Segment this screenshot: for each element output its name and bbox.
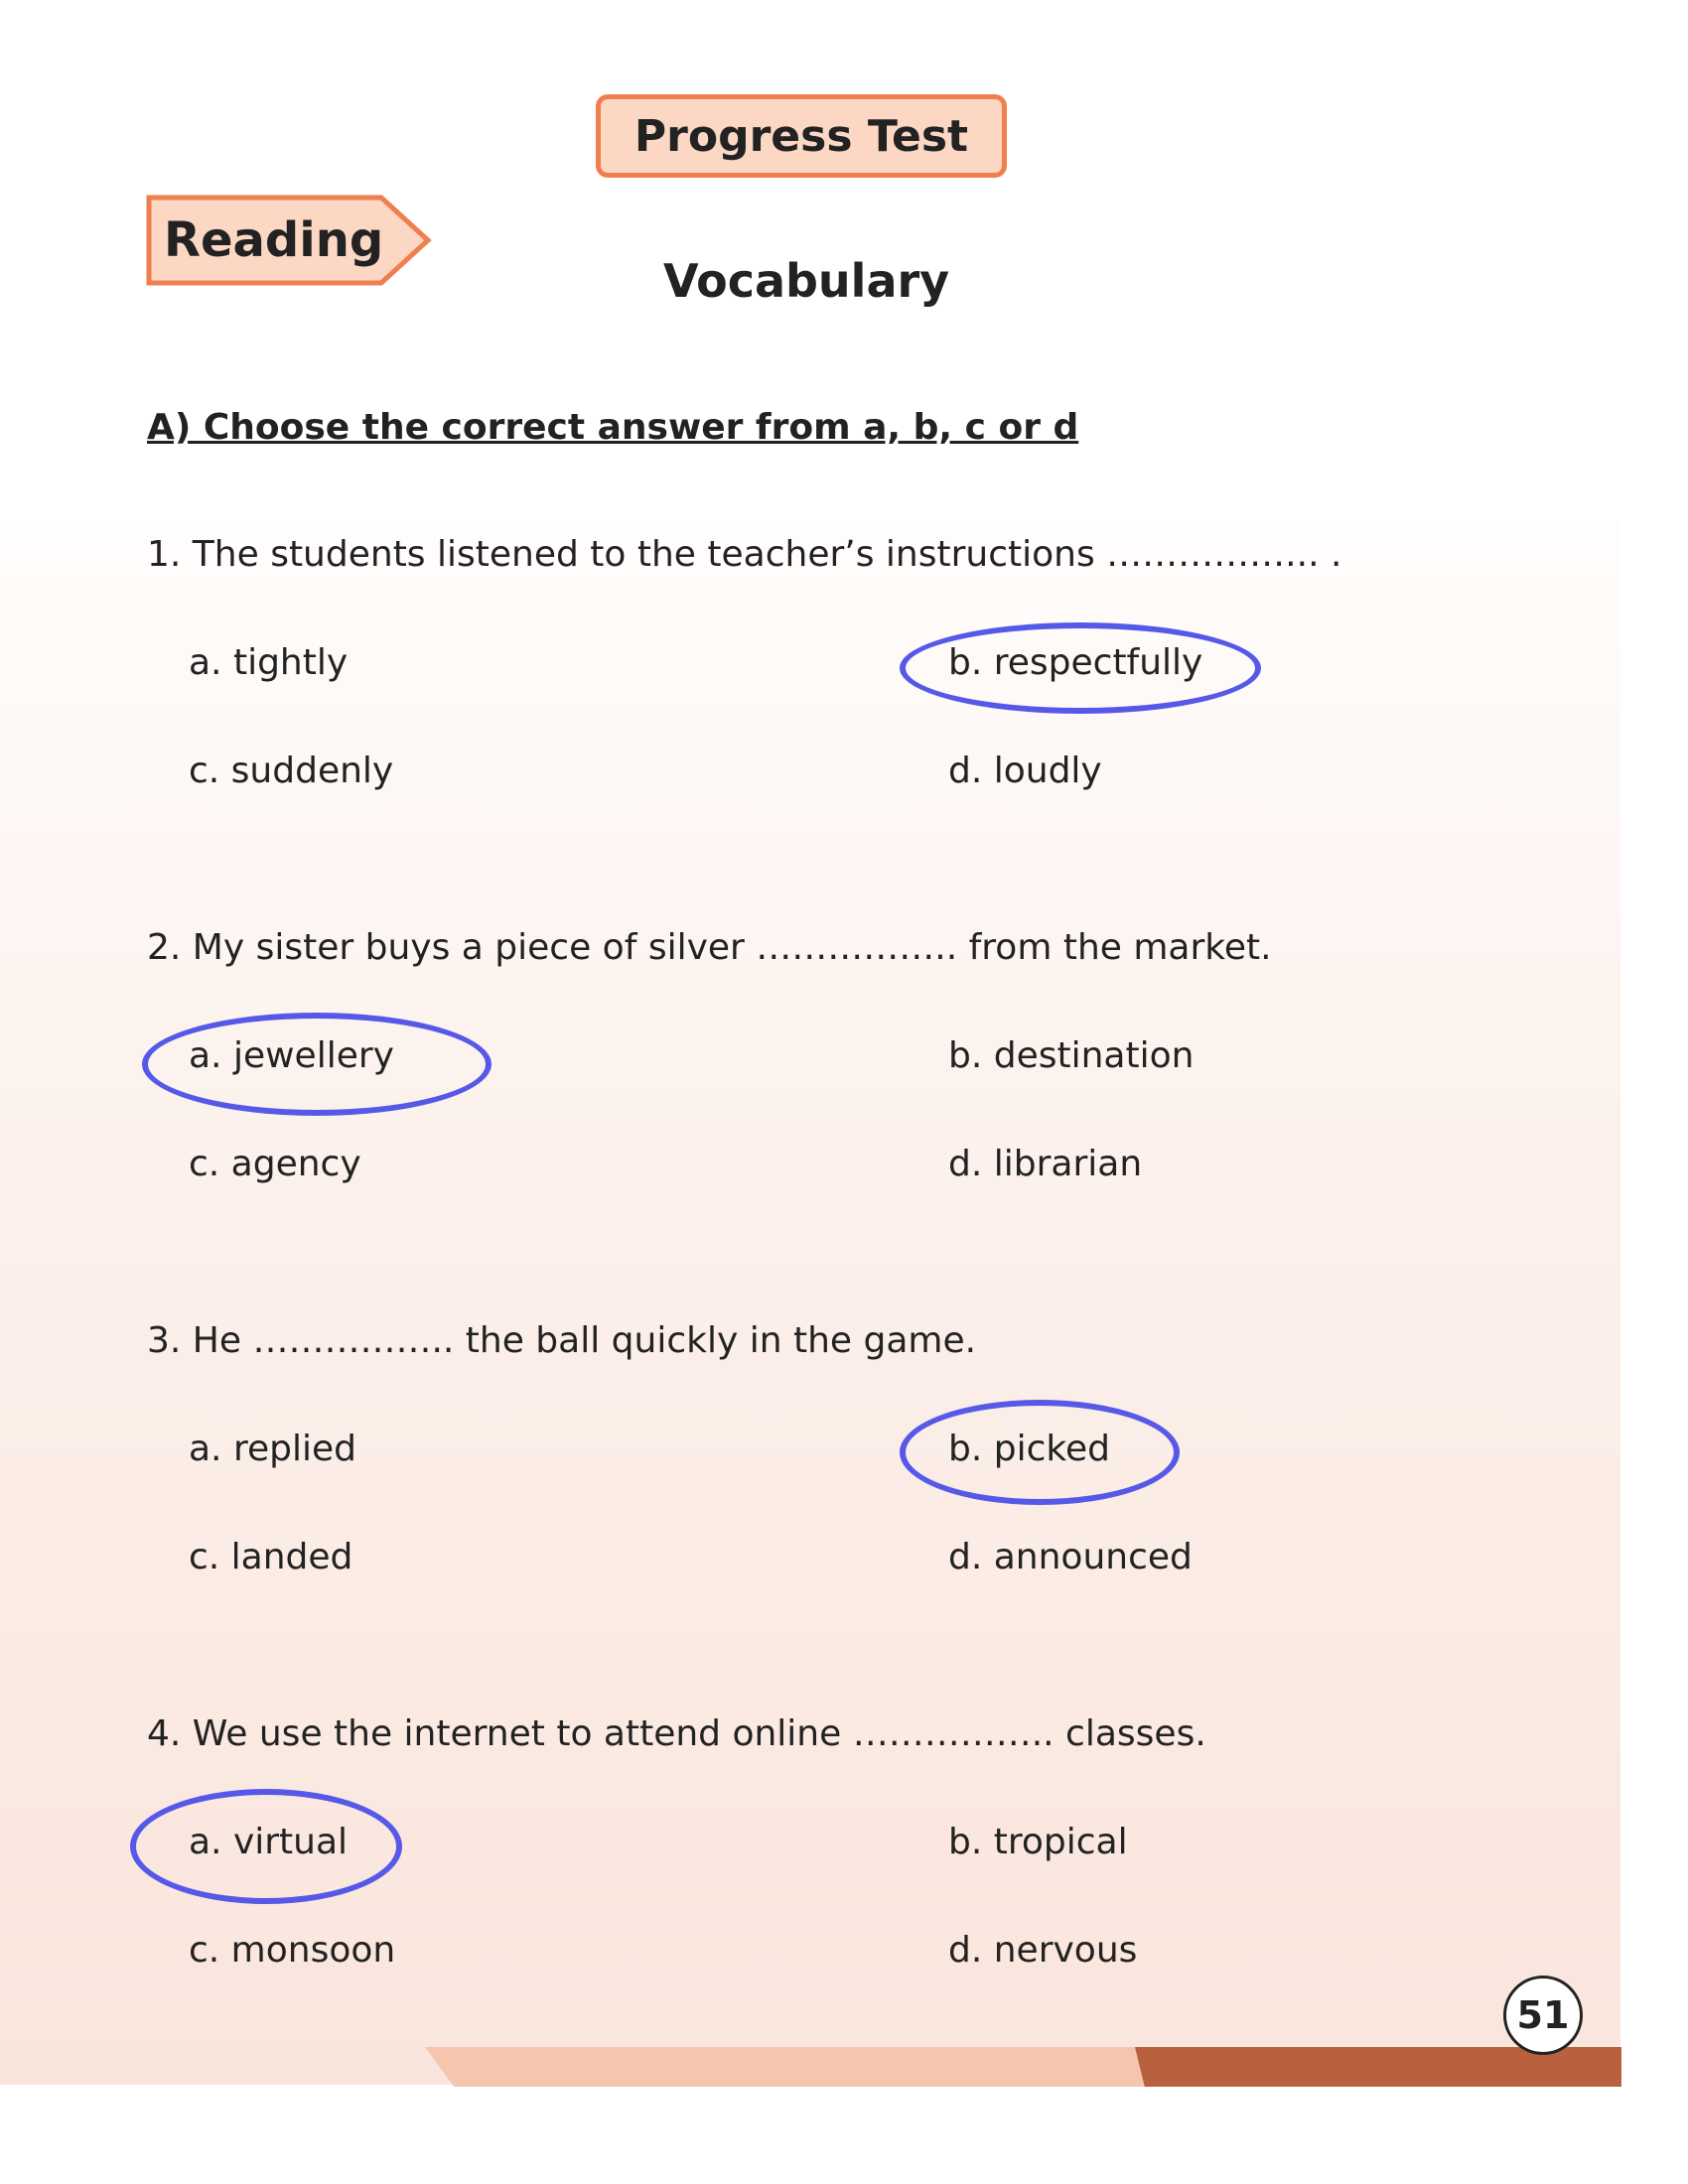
- option-2b[interactable]: b. destination: [948, 1035, 1195, 1076]
- option-4c[interactable]: c. monsoon: [189, 1930, 396, 1971]
- option-2d[interactable]: d. librarian: [948, 1144, 1143, 1184]
- option-4a[interactable]: a. virtual: [189, 1822, 349, 1862]
- answer-circle-4: [130, 1789, 402, 1904]
- page-title: Progress Test: [596, 94, 1007, 178]
- option-1a[interactable]: a. tightly: [189, 642, 349, 683]
- question-4: 4. We use the internet to attend online …………….. classes.: [147, 1713, 1206, 1754]
- question-2: 2. My sister buys a piece of silver …………….. from the market.: [147, 927, 1272, 968]
- instruction: A) Choose the correct answer from a, b, c or d: [147, 407, 1079, 448]
- footer-stripe-light: [425, 2047, 1150, 2087]
- option-1c[interactable]: c. suddenly: [189, 751, 394, 791]
- answer-circle-3: [900, 1400, 1180, 1505]
- section-heading: Vocabulary: [663, 254, 950, 308]
- option-4d[interactable]: d. nervous: [948, 1930, 1138, 1971]
- option-3d[interactable]: d. announced: [948, 1537, 1193, 1577]
- answer-circle-2: [142, 1013, 492, 1116]
- section-tag: [146, 195, 434, 286]
- option-3b[interactable]: b. picked: [948, 1429, 1110, 1469]
- option-4b[interactable]: b. tropical: [948, 1822, 1128, 1862]
- question-3: 3. He …………….. the ball quickly in the game.: [147, 1320, 977, 1361]
- option-1b[interactable]: b. respectfully: [948, 642, 1203, 683]
- page-number: 51: [1503, 1976, 1583, 2055]
- option-3c[interactable]: c. landed: [189, 1537, 353, 1577]
- question-1: 1. The students listened to the teacher’s instructions ……………... .: [147, 534, 1342, 575]
- option-3a[interactable]: a. replied: [189, 1429, 356, 1469]
- section-tag-label: Reading: [164, 212, 384, 268]
- answer-circle-1: [900, 622, 1261, 714]
- option-1d[interactable]: d. loudly: [948, 751, 1102, 791]
- option-2c[interactable]: c. agency: [189, 1144, 361, 1184]
- option-2a[interactable]: a. jewellery: [189, 1035, 394, 1076]
